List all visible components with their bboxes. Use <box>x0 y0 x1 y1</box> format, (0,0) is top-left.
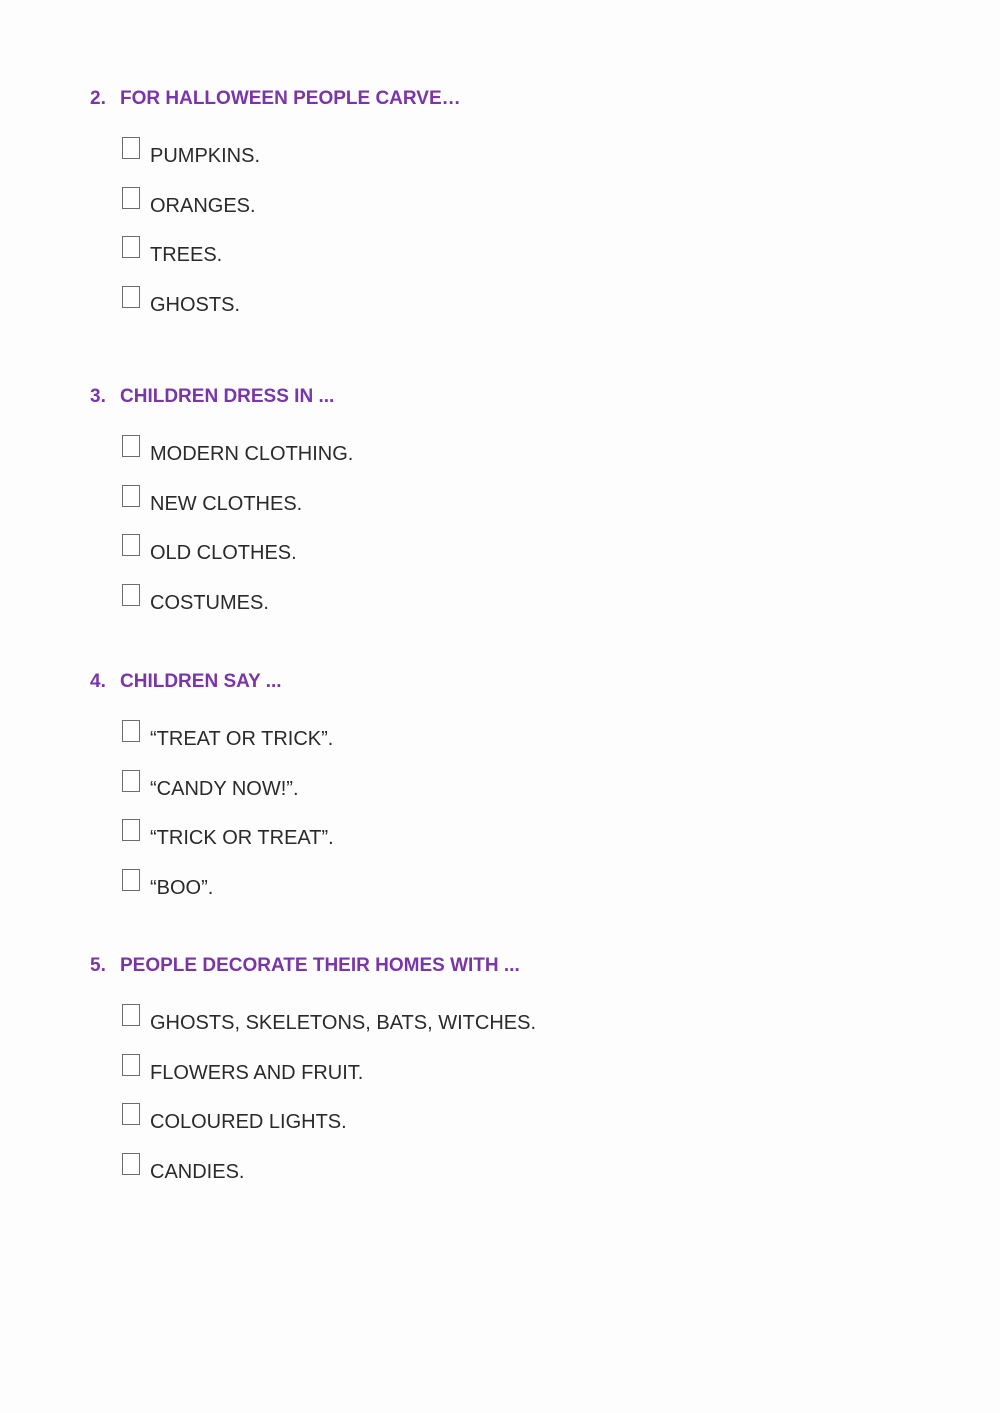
option-item[interactable] <box>122 435 970 485</box>
option-item[interactable] <box>122 770 970 820</box>
question-title <box>90 87 970 111</box>
option-label: OLD CLOTHES. <box>150 542 297 564</box>
question-number: 3. <box>90 386 106 407</box>
option-list <box>122 1004 970 1202</box>
question-5 <box>90 954 970 1202</box>
question-number: 2. <box>90 88 106 109</box>
option-item[interactable] <box>122 1054 970 1104</box>
option-item[interactable] <box>122 1153 970 1203</box>
checkbox[interactable] <box>122 720 140 742</box>
checkbox[interactable] <box>122 819 140 841</box>
option-label: GHOSTS, SKELETONS, BATS, WITCHES. <box>150 1012 536 1034</box>
option-label: GHOSTS. <box>150 293 241 316</box>
checkbox[interactable] <box>122 770 140 792</box>
option-item[interactable] <box>122 1103 970 1153</box>
option-label: CANDIES. <box>150 1160 245 1183</box>
option-item[interactable] <box>122 584 970 634</box>
option-label: MODERN CLOTHING. <box>150 443 354 465</box>
checkbox[interactable] <box>122 1103 140 1125</box>
option-item[interactable] <box>122 187 970 237</box>
question-text: FOR HALLOWEEN PEOPLE CARVE… <box>120 88 461 109</box>
option-label: “TREAT OR TRICK”. <box>150 728 334 750</box>
option-item[interactable] <box>122 534 970 584</box>
checkbox[interactable] <box>122 286 140 308</box>
checkbox[interactable] <box>122 1153 140 1175</box>
question-number: 5. <box>90 955 106 976</box>
option-label: PUMPKINS. <box>150 145 261 167</box>
checkbox[interactable] <box>122 869 140 891</box>
question-title <box>90 670 970 694</box>
option-list <box>122 137 970 335</box>
option-label: FLOWERS AND FRUIT. <box>150 1061 364 1084</box>
question-4 <box>90 670 970 918</box>
option-item[interactable] <box>122 720 970 770</box>
option-item[interactable] <box>122 1004 970 1054</box>
checkbox[interactable] <box>122 236 140 258</box>
option-item[interactable] <box>122 286 970 336</box>
option-item[interactable] <box>122 819 970 869</box>
question-number: 4. <box>90 671 106 692</box>
option-label: ORANGES. <box>150 194 256 217</box>
checkbox[interactable] <box>122 187 140 209</box>
question-3 <box>90 385 970 633</box>
option-label: NEW CLOTHES. <box>150 492 303 515</box>
option-item[interactable] <box>122 485 970 535</box>
option-label: “BOO”. <box>150 876 214 899</box>
checkbox[interactable] <box>122 1004 140 1026</box>
checkbox[interactable] <box>122 534 140 556</box>
option-list <box>122 435 970 633</box>
question-title <box>90 954 970 978</box>
option-label: COLOURED LIGHTS. <box>150 1111 347 1133</box>
option-list <box>122 720 970 918</box>
checkbox[interactable] <box>122 1054 140 1076</box>
question-text: CHILDREN DRESS IN ... <box>120 386 335 407</box>
option-item[interactable] <box>122 137 970 187</box>
option-item[interactable] <box>122 236 970 286</box>
question-text: PEOPLE DECORATE THEIR HOMES WITH ... <box>120 955 520 976</box>
option-item[interactable] <box>122 869 970 919</box>
question-title <box>90 385 970 409</box>
checkbox[interactable] <box>122 435 140 457</box>
question-text: CHILDREN SAY ... <box>120 671 282 692</box>
option-label: TREES. <box>150 244 223 266</box>
checkbox[interactable] <box>122 584 140 606</box>
question-2 <box>90 87 970 335</box>
option-label: “TRICK OR TREAT”. <box>150 827 334 849</box>
option-label: COSTUMES. <box>150 591 269 614</box>
checkbox[interactable] <box>122 485 140 507</box>
option-label: “CANDY NOW!”. <box>150 777 299 800</box>
checkbox[interactable] <box>122 137 140 159</box>
